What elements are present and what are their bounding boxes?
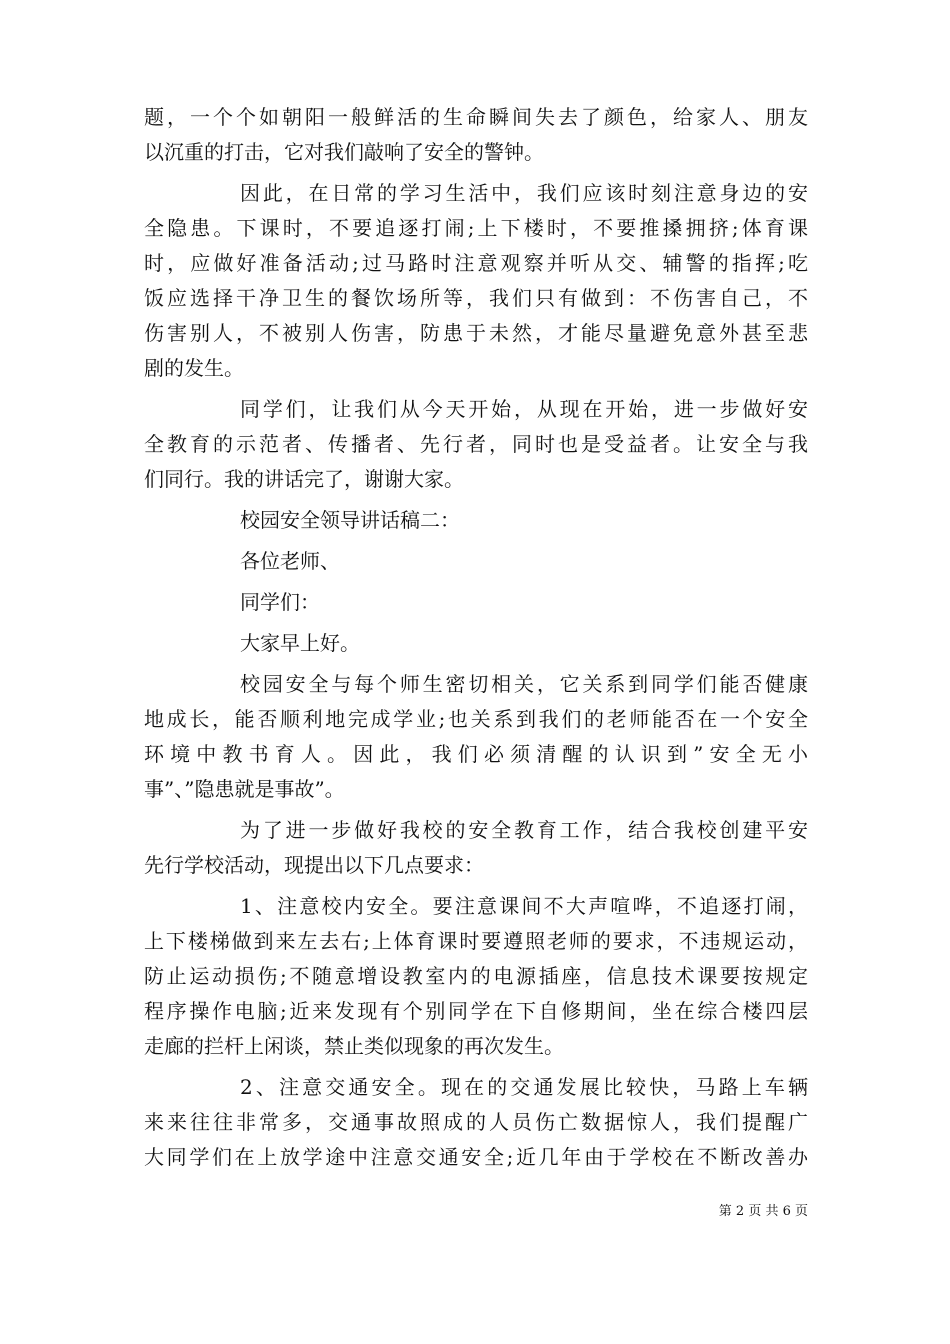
- text-line: 饭应选择干净卫生的餐饮场所等，我们只有做到：不伤害自己，不: [144, 286, 808, 310]
- text-line: 事”、”隐患就是事故”。: [144, 777, 345, 801]
- text-line: 题，一个个如朝阳一般鲜活的生命瞬间失去了颜色，给家人、朋友: [144, 105, 808, 129]
- text-line: 环境中教书育人。因此，我们必须清醒的认识到”安全无小: [144, 742, 808, 766]
- text-line: 伤害别人，不被别人伤害，防患于未然，才能尽量避免意外甚至悲: [144, 321, 808, 345]
- text-line: 大家早上好。: [240, 631, 360, 655]
- text-line: 校园安全与每个师生密切相关，它关系到同学们能否健康: [240, 672, 808, 696]
- text-line: 同学们，让我们从今天开始，从现在开始，进一步做好安: [240, 397, 808, 421]
- text-line: 同学们：: [240, 590, 320, 614]
- text-line: 大同学们在上放学途中注意交通安全;近几年由于学校在不断改善办: [144, 1145, 808, 1169]
- text-line: 防止运动损伤;不随意增设教室内的电源插座，信息技术课要按规定: [144, 964, 808, 988]
- text-line: 各位老师、: [240, 549, 340, 573]
- text-line: 校园安全领导讲话稿二：: [240, 508, 460, 532]
- text-line: 程序操作电脑;近来发现有个别同学在下自修期间，坐在综合楼四层: [144, 999, 808, 1023]
- text-line: 来来往往非常多，交通事故照成的人员伤亡数据惊人，我们提醒广: [144, 1110, 808, 1134]
- text-line: 地成长，能否顺利地完成学业;也关系到我们的老师能否在一个安全: [144, 707, 808, 731]
- document-body: [144, 100, 808, 1175]
- text-line: 们同行。我的讲话完了，谢谢大家。: [144, 467, 464, 491]
- text-line: 因此，在日常的学习生活中，我们应该时刻注意身边的安: [240, 181, 808, 205]
- text-line: 为了进一步做好我校的安全教育工作，结合我校创建平安: [240, 818, 808, 842]
- text-line: 以沉重的打击，它对我们敲响了安全的警钟。: [144, 140, 544, 164]
- text-line: 时，应做好准备活动;过马路时注意观察并听从交、辅警的指挥;吃: [144, 251, 808, 275]
- text-line: 剧的发生。: [144, 356, 244, 380]
- text-line: 1、注意校内安全。要注意课间不大声喧哗，不追逐打闹，: [240, 894, 808, 918]
- text-line: 走廊的拦杆上闲谈，禁止类似现象的再次发生。: [144, 1034, 564, 1058]
- text-line: 2、注意交通安全。现在的交通发展比较快，马路上车辆: [240, 1075, 808, 1099]
- text-line: 先行学校活动，现提出以下几点要求：: [144, 853, 484, 877]
- text-line: 全隐患。下课时，不要追逐打闹;上下楼时，不要推搡拥挤;体育课: [144, 216, 808, 240]
- text-line: 上下楼梯做到来左去右;上体育课时要遵照老师的要求，不违规运动，: [144, 929, 808, 953]
- text-line: 全教育的示范者、传播者、先行者，同时也是受益者。让安全与我: [144, 432, 808, 456]
- page-number: 第 2 页 共 6 页: [718, 1204, 808, 1219]
